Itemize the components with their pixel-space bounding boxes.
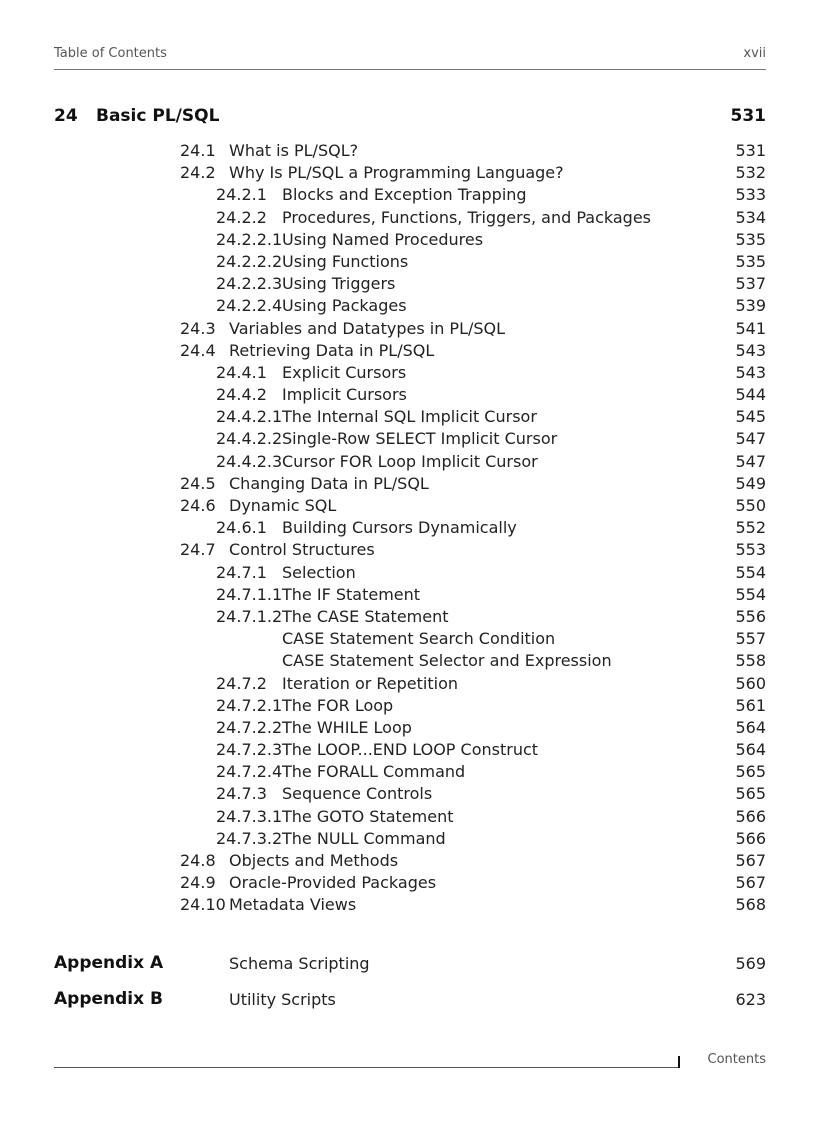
toc-entry[interactable] xyxy=(180,140,766,162)
toc-entry[interactable] xyxy=(180,251,766,273)
toc-entry-page: 545 xyxy=(735,407,766,427)
toc-entry-page: 556 xyxy=(735,606,766,626)
appendix-page: 623 xyxy=(735,990,766,1009)
toc-entry-title: Using Named Procedures xyxy=(282,229,484,249)
toc-entry-title: Explicit Cursors xyxy=(282,362,407,382)
toc-entry-title: Changing Data in PL/SQL xyxy=(229,473,429,493)
toc-entry[interactable] xyxy=(180,562,766,584)
toc-entry-page: 543 xyxy=(735,340,766,360)
running-header-page-number: xvii xyxy=(743,46,766,61)
toc-entry-title: Using Triggers xyxy=(282,274,396,294)
toc-entry-number: 24.4.2.3 xyxy=(216,451,283,471)
toc-entry[interactable] xyxy=(180,451,766,473)
toc-entry-page: 535 xyxy=(735,251,766,271)
toc-entry-number: 24.2.2.3 xyxy=(216,274,283,294)
toc-entry-page: 565 xyxy=(735,784,766,804)
toc-entry-number: 24.7.2.3 xyxy=(216,740,283,760)
toc-entry-page: 537 xyxy=(735,274,766,294)
toc-entry-page: 558 xyxy=(735,651,766,671)
toc-entry-page: 547 xyxy=(735,429,766,449)
toc-entry-page: 535 xyxy=(735,229,766,249)
toc-entry-number: 24.7.1 xyxy=(216,562,267,582)
appendix-label: Appendix B xyxy=(54,989,163,1009)
toc-entry-page: 543 xyxy=(735,362,766,382)
toc-entry[interactable] xyxy=(180,739,766,761)
toc-entry[interactable] xyxy=(180,273,766,295)
toc-entry[interactable] xyxy=(180,207,766,229)
toc-entry-number: 24.6 xyxy=(180,496,216,515)
toc-entry[interactable] xyxy=(180,828,766,850)
toc-entry-page: 557 xyxy=(735,629,766,649)
toc-entry-number: 24.7.3.2 xyxy=(216,828,283,848)
toc-entry-title: The LOOP...END LOOP Construct xyxy=(282,740,539,760)
toc-entry-number: 24.2.2 xyxy=(216,207,267,227)
toc-entry-number: 24.4 xyxy=(180,340,216,360)
toc-entry-title: Dynamic SQL xyxy=(229,496,337,515)
toc-entry-page: 534 xyxy=(735,207,766,227)
toc-entry-page: 532 xyxy=(735,163,766,183)
toc-entry-page: 561 xyxy=(735,695,766,715)
toc-entry-title: The FORALL Command xyxy=(282,762,466,782)
toc-entry[interactable] xyxy=(180,473,766,495)
toc-entry-title: Why Is PL/SQL a Programming Language? xyxy=(229,163,564,183)
toc-entry-number: 24.7.2.2 xyxy=(216,717,283,737)
toc-entry-page: 567 xyxy=(735,851,766,870)
running-header-title: Table of Contents xyxy=(54,46,167,61)
toc-entry-page: 564 xyxy=(735,717,766,737)
toc-entry-page: 566 xyxy=(735,828,766,848)
appendix-title: Schema Scripting xyxy=(229,954,370,973)
toc-entry-title: CASE Statement Search Condition xyxy=(282,629,556,649)
toc-entry-number: 24.7.2.4 xyxy=(216,762,283,782)
toc-list xyxy=(180,140,766,917)
toc-entry-number: 24.3 xyxy=(180,318,216,338)
toc-entry-number: 24.7.3.1 xyxy=(216,806,283,826)
toc-entry-number: 24.2.2.4 xyxy=(216,296,283,316)
toc-entry-title: The CASE Statement xyxy=(282,606,449,626)
toc-entry[interactable] xyxy=(180,162,766,184)
toc-entry-page: 554 xyxy=(735,584,766,604)
running-header xyxy=(54,46,766,66)
toc-entry-number: 24.2 xyxy=(180,163,216,183)
toc-entry-title: Retrieving Data in PL/SQL xyxy=(229,340,435,360)
toc-entry-page: 566 xyxy=(735,806,766,826)
toc-entry[interactable] xyxy=(180,894,766,916)
toc-entry[interactable] xyxy=(180,495,766,517)
toc-entry-number: 24.1 xyxy=(180,141,216,160)
toc-entry-page: 552 xyxy=(735,518,766,538)
toc-entry[interactable] xyxy=(180,428,766,450)
toc-entry[interactable] xyxy=(180,184,766,206)
toc-entry-title: Implicit Cursors xyxy=(282,385,407,405)
toc-entry-title: The FOR Loop xyxy=(282,695,394,715)
toc-entry-number: 24.7.1.1 xyxy=(216,584,283,604)
toc-entry-number: 24.2.2.1 xyxy=(216,229,283,249)
toc-entry-number: 24.4.2 xyxy=(216,385,267,405)
toc-entry-title: Selection xyxy=(282,562,356,582)
toc-entry-number: 24.9 xyxy=(180,873,216,893)
toc-entry-number: 24.8 xyxy=(180,851,216,870)
toc-entry[interactable] xyxy=(180,229,766,251)
toc-entry-number: 24.5 xyxy=(180,473,216,493)
toc-entry[interactable] xyxy=(180,872,766,894)
toc-entry-title: The GOTO Statement xyxy=(282,806,454,826)
toc-entry-number: 24.7.3 xyxy=(216,784,267,804)
toc-entry-page: 565 xyxy=(735,762,766,782)
toc-entry[interactable] xyxy=(180,606,766,628)
toc-entry-page: 539 xyxy=(735,296,766,316)
toc-entry[interactable] xyxy=(180,384,766,406)
toc-entry-page: 541 xyxy=(735,318,766,338)
toc-entry[interactable] xyxy=(180,584,766,606)
toc-entry-title: Using Packages xyxy=(282,296,407,316)
toc-entry-page: 568 xyxy=(735,895,766,915)
toc-entry-title: Sequence Controls xyxy=(282,784,433,804)
toc-entry-page: 564 xyxy=(735,740,766,760)
toc-entry-title: Objects and Methods xyxy=(229,851,399,870)
toc-entry[interactable] xyxy=(180,406,766,428)
toc-entry[interactable] xyxy=(180,340,766,362)
toc-entry-title: The WHILE Loop xyxy=(282,717,412,737)
toc-entry-page: 533 xyxy=(735,185,766,205)
toc-entry[interactable] xyxy=(180,628,766,650)
toc-entry-number: 24.7.1.2 xyxy=(216,606,283,626)
toc-entry[interactable] xyxy=(180,318,766,340)
toc-entry[interactable] xyxy=(180,783,766,805)
toc-entry-number: 24.7.2.1 xyxy=(216,695,283,715)
toc-entry[interactable] xyxy=(180,717,766,739)
toc-entry-title: CASE Statement Selector and Expression xyxy=(282,651,612,671)
toc-entry-page: 550 xyxy=(735,496,766,515)
toc-entry[interactable] xyxy=(180,517,766,539)
toc-entry-title: Metadata Views xyxy=(229,895,357,915)
toc-entry-number: 24.10 xyxy=(180,895,226,915)
toc-entry-page: 560 xyxy=(735,673,766,693)
toc-entry-number: 24.2.2.2 xyxy=(216,251,283,271)
toc-entry-page: 549 xyxy=(735,473,766,493)
toc-entry-title: Control Structures xyxy=(229,540,375,560)
toc-entry-title: Oracle-Provided Packages xyxy=(229,873,437,893)
toc-entry-title: Iteration or Repetition xyxy=(282,673,459,693)
toc-entry-number: 24.7.2 xyxy=(216,673,267,693)
toc-entry-number: 24.2.1 xyxy=(216,185,267,205)
appendix-title: Utility Scripts xyxy=(229,990,336,1009)
toc-entry-title: The Internal SQL Implicit Cursor xyxy=(282,407,537,427)
footer-rule xyxy=(54,1067,680,1068)
toc-entry[interactable] xyxy=(180,695,766,717)
toc-entry-page: 553 xyxy=(735,540,766,560)
appendix-label: Appendix A xyxy=(54,953,164,973)
toc-entry-title: Cursor FOR Loop Implicit Cursor xyxy=(282,451,538,471)
chapter-number: 24 xyxy=(54,106,78,126)
chapter-heading[interactable] xyxy=(54,106,766,132)
footer-label: Contents xyxy=(707,1052,766,1067)
toc-entry-number: 24.4.1 xyxy=(216,362,267,382)
toc-entry[interactable] xyxy=(180,850,766,872)
header-rule xyxy=(54,69,766,70)
appendix-b-row[interactable] xyxy=(54,989,766,1015)
appendix-page: 569 xyxy=(735,954,766,973)
toc-entry-title: Procedures, Functions, Triggers, and Packages xyxy=(282,207,651,227)
toc-entry-title: The IF Statement xyxy=(282,584,421,604)
toc-entry-page: 554 xyxy=(735,562,766,582)
toc-entry-title: Using Functions xyxy=(282,251,409,271)
toc-entry-number: 24.4.2.2 xyxy=(216,429,283,449)
toc-entry-number: 24.4.2.1 xyxy=(216,407,283,427)
toc-entry-page: 544 xyxy=(735,385,766,405)
toc-entry-number: 24.6.1 xyxy=(216,518,267,538)
toc-entry-title: Blocks and Exception Trapping xyxy=(282,185,527,205)
toc-entry-title: Single-Row SELECT Implicit Cursor xyxy=(282,429,558,449)
toc-entry-page: 531 xyxy=(735,141,766,160)
chapter-page: 531 xyxy=(730,106,766,126)
toc-entry-title: Building Cursors Dynamically xyxy=(282,518,517,538)
toc-entry[interactable] xyxy=(180,806,766,828)
toc-entry[interactable] xyxy=(180,295,766,317)
toc-entry-number: 24.7 xyxy=(180,540,216,560)
toc-entry[interactable] xyxy=(180,673,766,695)
toc-entry-title: The NULL Command xyxy=(282,828,446,848)
toc-entry-page: 567 xyxy=(735,873,766,893)
toc-entry-title: Variables and Datatypes in PL/SQL xyxy=(229,318,506,338)
toc-entry[interactable] xyxy=(180,761,766,783)
toc-entry[interactable] xyxy=(180,539,766,561)
chapter-title: Basic PL/SQL xyxy=(96,106,220,126)
footer-tick xyxy=(678,1056,680,1068)
toc-entry[interactable] xyxy=(180,362,766,384)
appendix-a-row[interactable] xyxy=(54,953,766,979)
toc-entry-title: What is PL/SQL? xyxy=(229,141,359,160)
toc-entry-page: 547 xyxy=(735,451,766,471)
toc-entry[interactable] xyxy=(180,650,766,672)
